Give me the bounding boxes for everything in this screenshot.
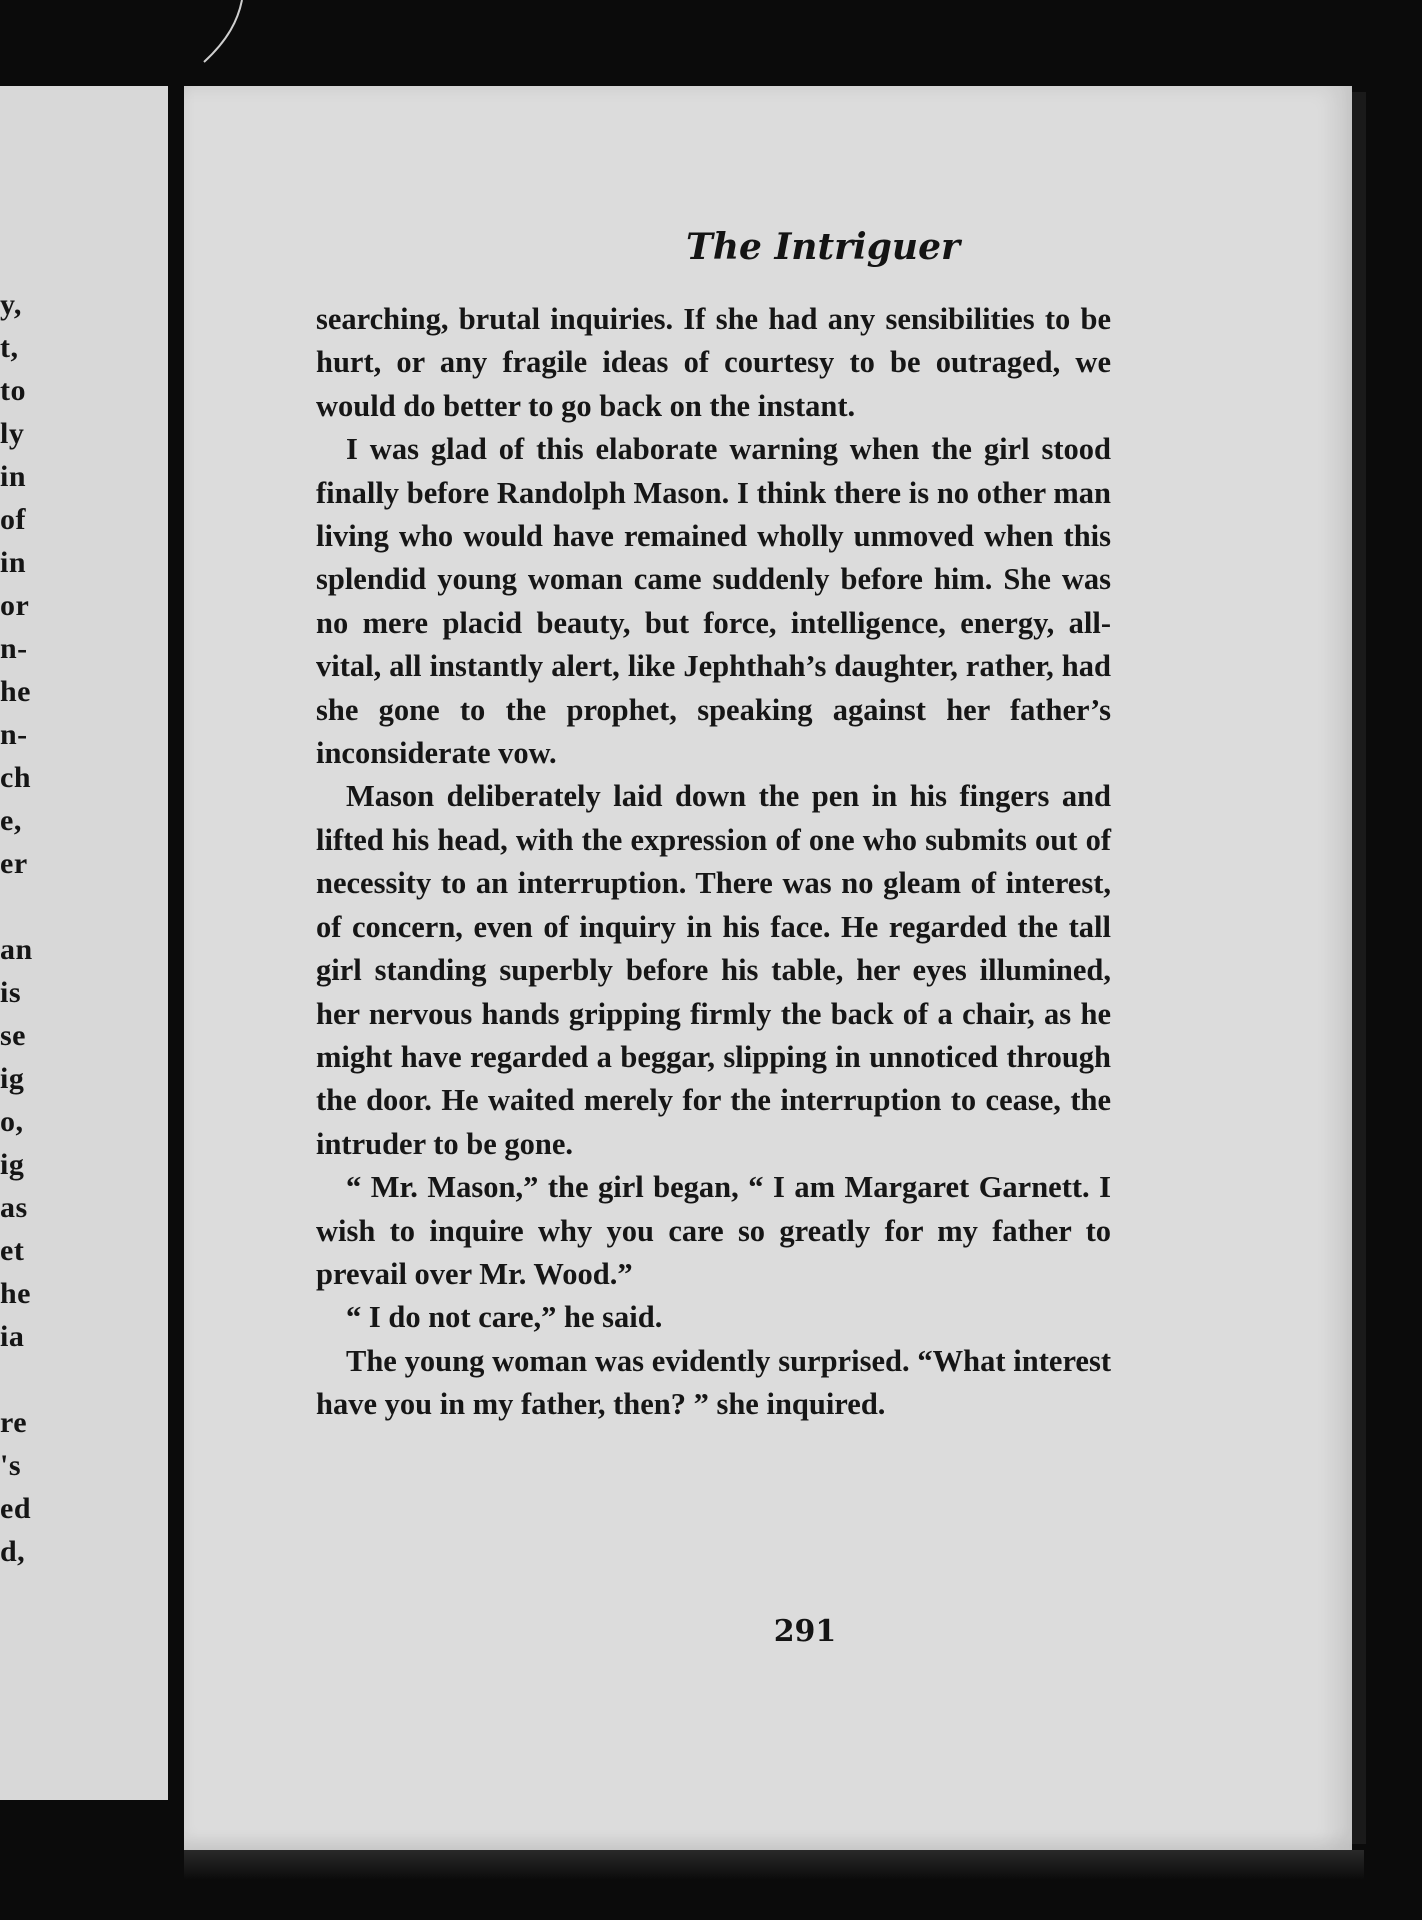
left-line-fragment: 's xyxy=(0,1449,22,1482)
left-line-fragment: of xyxy=(0,503,26,536)
left-line-fragment: er xyxy=(0,847,28,880)
left-line-fragment: et xyxy=(0,1234,25,1267)
left-line-fragment: ed xyxy=(0,1492,31,1525)
running-head: The Intriguer xyxy=(686,226,960,268)
left-line-fragment: in xyxy=(0,546,27,579)
left-line-fragment: or xyxy=(0,589,30,622)
left-line-fragment: d, xyxy=(0,1535,26,1568)
left-line-fragment: he xyxy=(0,675,31,708)
left-line-fragment: n- xyxy=(0,718,28,751)
left-line-fragment: se xyxy=(0,1019,26,1052)
left-line-fragment: e, xyxy=(0,804,22,837)
left-line-fragment: an xyxy=(0,933,33,966)
left-line-fragment: ch xyxy=(0,761,31,794)
page-body-text xyxy=(316,298,1111,1427)
book-page xyxy=(184,86,1352,1850)
paragraph: I was glad of this elaborate warning when the girl stood finally before Randolph Mason. I think there is no other man living who would have remained wholly unmoved when this splendid young woman came suddenly before him. She was no mere placid beauty, but force, intelligence, energy, all-vital, all instantly alert, like Jephthah’s daughter, rather, had she gone to the prophet, speaking against her father’s inconsiderate vow. xyxy=(316,432,1111,771)
page-number: 291 xyxy=(773,1614,837,1649)
paragraph: Mason deliberately laid down the pen in his fingers and lifted his head, with the expression of one who submits out of necessity to an interruption. There was no gleam of interest, of concern, even of inquiry in his face. He regarded the tall girl standing superbly before his table, her eyes illumined, her nervous hands gripping firmly the back of a chair, as he might have regarded a beggar, slipping in unnoticed through the door. He waited merely for the interruption to cease, the intruder to be gone. xyxy=(316,779,1111,1161)
left-line-fragment: y, xyxy=(0,288,22,321)
page-corner-mark xyxy=(190,0,250,70)
left-line-fragment: o, xyxy=(0,1105,24,1138)
left-line-fragment: is xyxy=(0,976,22,1009)
paragraph: The young woman was evidently surprised. “What interest have you in my father, then? ” she inquired. xyxy=(316,1343,1111,1422)
left-line-fragment: t, xyxy=(0,331,19,364)
page-right-edge-shadow xyxy=(1352,92,1366,1844)
left-line-fragment: in xyxy=(0,460,27,493)
left-line-fragment: ly xyxy=(0,417,25,450)
paragraph: “ I do not care,” he said. xyxy=(346,1300,663,1335)
page-bottom-edge xyxy=(184,1850,1364,1880)
left-line-fragment: to xyxy=(0,374,26,407)
left-line-fragment: as xyxy=(0,1191,28,1224)
left-line-fragment: ig xyxy=(0,1062,25,1095)
paragraph: “ Mr. Mason,” the girl began, “ I am Margaret Garnett. I wish to inquire why you care so greatly for my father to prevail over Mr. Wood.” xyxy=(316,1170,1111,1291)
book-binding-gutter xyxy=(168,70,184,1830)
left-line-fragment: n- xyxy=(0,632,28,665)
left-line-fragment: ia xyxy=(0,1320,25,1353)
left-line-fragment: re xyxy=(0,1406,28,1439)
left-line-fragment: ig xyxy=(0,1148,25,1181)
left-line-fragment: he xyxy=(0,1277,31,1310)
paragraph: searching, brutal inquiries. If she had any sensibilities to be hurt, or any fragile ideas of courtesy to be outraged, we would do better to go back on the instant. xyxy=(316,302,1111,423)
